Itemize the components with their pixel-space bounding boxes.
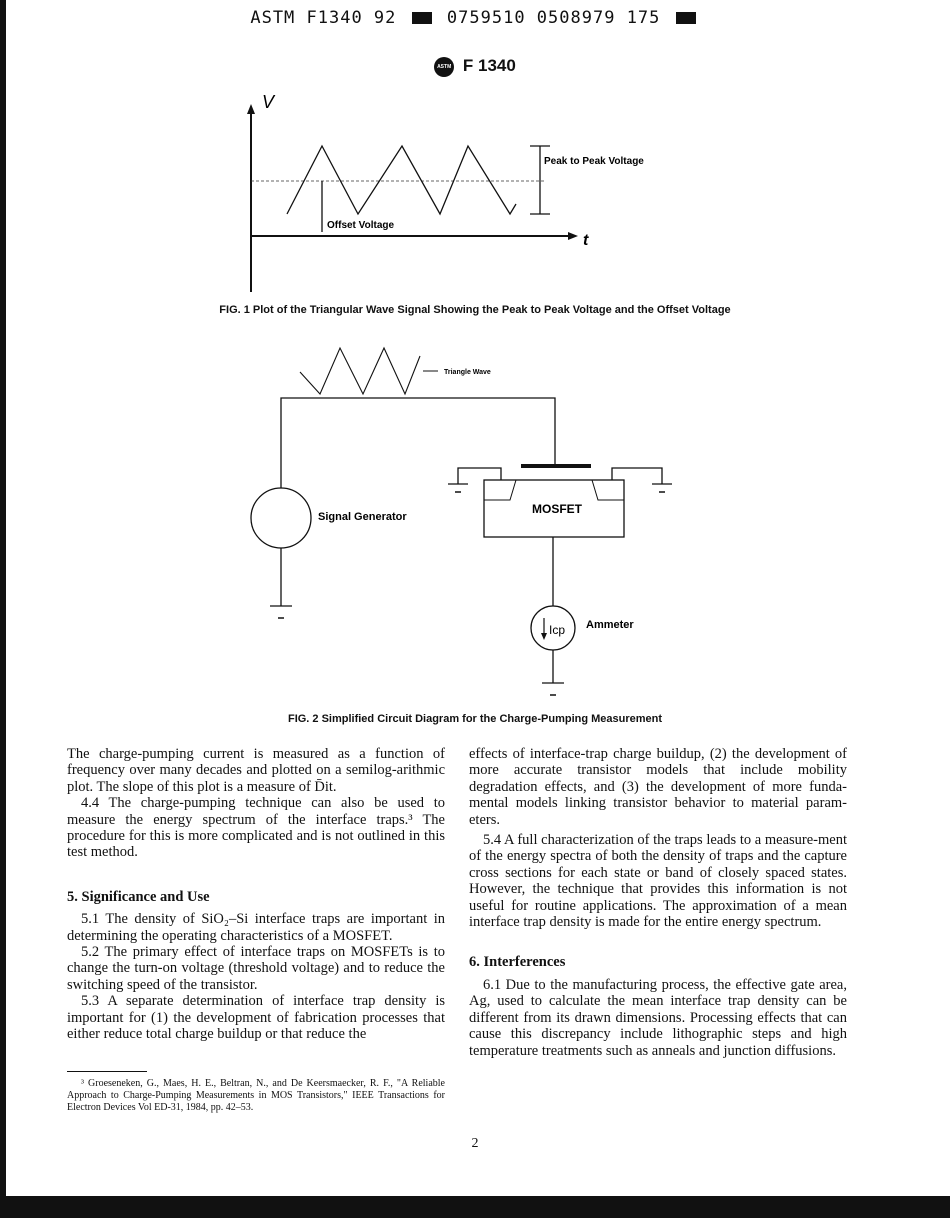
- header-mid-code: 0759510 0508979: [446, 8, 616, 28]
- section-5-heading: 5. Significance and Use: [67, 888, 210, 905]
- ammeter-label: Ammeter: [586, 619, 634, 631]
- drain-well: [592, 480, 624, 500]
- paragraph-4-4: 4.4 The charge-pumping technique can also be used to measure the energy spectrum of the interface traps.³ The procedure for this is more complicated and is not outlined in this test method.: [67, 795, 445, 861]
- designation-text: F 1340: [462, 56, 516, 75]
- drain-wire: [612, 468, 662, 484]
- mosfet-label: MOSFET: [532, 502, 582, 516]
- figure-1-caption: FIG. 1 Plot of the Triangular Wave Signal Showing the Peak to Peak Voltage and the Offset Voltage: [219, 304, 731, 316]
- t-axis-label: t: [583, 232, 589, 249]
- triangle-wave-label: Triangle Wave: [444, 369, 491, 376]
- paragraph-5-4: 5.4 A full characterization of the traps leads to a measure-ment of the energy spectra of both the density of traps and the capture cross sections for each state or band of closely spaced states. However, the technique that provides this information is not useful for routine applications. The approximation of a mean interface trap density is made for the entire energy spectrum.: [469, 832, 847, 931]
- footnote-rule: [67, 1071, 147, 1072]
- v-axis-label: V: [262, 92, 275, 112]
- scan-edge-bottom: [0, 1196, 950, 1218]
- signal-generator-label: Signal Generator: [318, 511, 407, 523]
- right-column: [469, 746, 847, 1059]
- icp-label: Icp: [549, 623, 566, 637]
- astm-logo-icon: ASTM: [434, 57, 454, 77]
- paragraph-5-2: 5.2 The primary effect of interface traps on MOSFETs is to change the turn-on voltage (threshold voltage) and to reduce the switching speed of the transistor.: [67, 944, 445, 993]
- paragraph-4-3-cont: The charge-pumping current is measured as a function of frequency over many decades and plotted on a semilog-arithmic plot. The slope of this plot is a measure of D̄it.: [67, 746, 445, 795]
- left-column: [67, 746, 445, 1114]
- gate-wire: [281, 398, 555, 488]
- section-6-heading: 6. Interferences: [469, 954, 566, 971]
- paragraph-6-1: 6.1 Due to the manufacturing process, the effective gate area, Ag, used to calculate the mean interface trap density can be different from its drawn dimensions. Processing effects that can cause this discrepancy include lithographic steps and high temperature treatments such as anneals and junction diffusions.: [469, 976, 847, 1059]
- offset-voltage-label: Offset Voltage: [327, 220, 395, 231]
- paragraph-5-3-cont: effects of interface-trap charge buildup, (2) the development of more accurate transistor models that include mobility degradation effects, and (3) the development of more funda-mental models linking transistor behavior to material param-eters.: [469, 746, 847, 828]
- footnote-3: ³ Groeseneken, G., Maes, H. E., Beltran, N., and De Keersmaecker, R. F., "A Reliable Approach to Charge-Pumping Measurements in MOS Transistors," IEEE Transactions for Electron Devices Vol ED-31, 1984, pp. 42–53.: [67, 1077, 445, 1113]
- header-left-code: ASTM F1340 92: [250, 8, 397, 28]
- paragraph-5-1: 5.1 The density of SiO₂–Si interface traps are important in determining the operating characteristics of a MOSFET.: [67, 911, 445, 944]
- triangle-wave-symbol: [300, 348, 420, 394]
- figure-2-caption: FIG. 2 Simplified Circuit Diagram for the Charge-Pumping Measurement: [287, 713, 663, 725]
- current-arrowhead-icon: [541, 633, 547, 640]
- paragraph-5-3: 5.3 A separate determination of interface trap density is important for (1) the development of fabrication processes that either reduce total charge buildup or that reduce the: [67, 993, 445, 1043]
- source-wire: [458, 468, 501, 484]
- page-number: 2: [471, 1136, 479, 1151]
- peak-to-peak-label: Peak to Peak Voltage: [544, 156, 644, 167]
- signal-generator-symbol: [251, 488, 311, 548]
- header-right-code: 175: [626, 8, 661, 28]
- source-well: [484, 480, 516, 500]
